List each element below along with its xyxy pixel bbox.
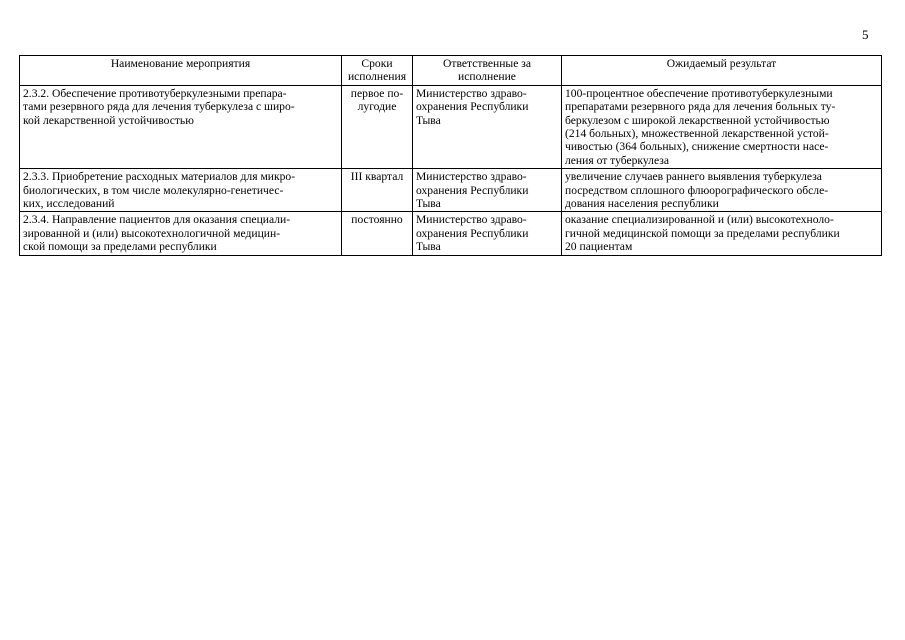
- table-header-row: [20, 56, 882, 86]
- table-row: [20, 85, 882, 168]
- table-row: [20, 212, 882, 255]
- measure-name-cell: 2.3.3. Приобретение расходных материалов для микро- биологических, в том числе молекулярно-генетичес- ких, исследований: [20, 169, 342, 212]
- measure-name-cell: 2.3.2. Обеспечение противотуберкулезными препара- тами резервного ряда для лечения туберкулеза с широ- кой лекарственной устойчивостью: [20, 85, 342, 168]
- page-number: 5: [862, 27, 869, 42]
- term-cell: постоянно: [342, 212, 413, 255]
- header-result: Ожидаемый результат: [562, 56, 882, 86]
- term-cell: первое по- лугодие: [342, 85, 413, 168]
- responsible-cell: Министерство здраво- охранения Республики Тыва: [413, 212, 562, 255]
- header-term: Сроки исполнения: [342, 56, 413, 86]
- result-cell: оказание специализированной и (или) высокотехноло- гичной медицинской помощи за пределами республики 20 пациентам: [562, 212, 882, 255]
- measures-table: [19, 55, 882, 256]
- term-cell: III квартал: [342, 169, 413, 212]
- measure-name-cell: 2.3.4. Направление пациентов для оказания специали- зированной и (или) высокотехнологичной медицин- ской помощи за пределами республики: [20, 212, 342, 255]
- header-measure-name: Наименование мероприятия: [20, 56, 342, 86]
- result-cell: увеличение случаев раннего выявления туберкулеза посредством сплошного флюорографического обсле- дования населения республики: [562, 169, 882, 212]
- result-cell: 100-процентное обеспечение противотуберкулезными препаратами резервного ряда для лечения больных ту- беркулезом с широкой лекарственной устойчивостью (214 больных), множественной лекарственной устой- чивостью (364 больных), снижение смертности насе- ления от туберкулеза: [562, 85, 882, 168]
- table-row: [20, 169, 882, 212]
- header-responsible: Ответственные за исполнение: [413, 56, 562, 86]
- responsible-cell: Министерство здраво- охранения Республики Тыва: [413, 85, 562, 168]
- responsible-cell: Министерство здраво- охранения Республики Тыва: [413, 169, 562, 212]
